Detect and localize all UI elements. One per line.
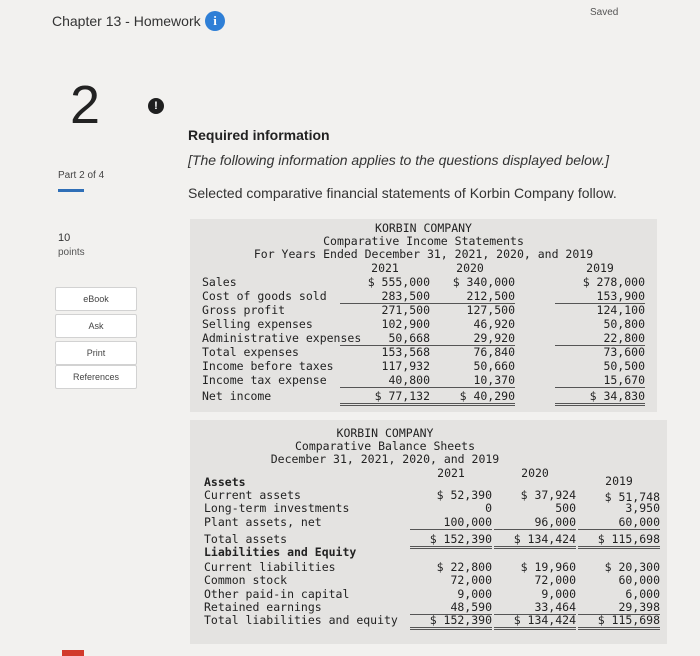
part-indicator: Part 2 of 4 [58, 170, 105, 181]
income-cell: $ 34,830 [555, 389, 645, 406]
income-year-header: 2021 [371, 261, 399, 275]
balance-cell: $ 152,390 [410, 613, 492, 630]
income-cell: 117,932 [381, 359, 430, 373]
balance-cell: $ 115,698 [578, 532, 660, 549]
save-status: Saved [590, 7, 619, 18]
income-row-label: Administrative expenses [202, 331, 362, 345]
balance-cell: $ 22,800 [436, 560, 492, 575]
balance-cell: 72,000 [450, 573, 492, 588]
income-cell: 212,500 [425, 289, 515, 304]
balance-sheet-table [190, 420, 667, 644]
income-period: For Years Ended December 31, 2021, 2020, and 2019 [253, 247, 594, 261]
income-cell: 40,800 [340, 373, 430, 388]
print-button[interactable]: Print [55, 341, 137, 365]
balance-period: December 31, 2021, 2020, and 2019 [270, 452, 500, 466]
balance-row-label: Retained earnings [204, 599, 322, 614]
income-row-label: Selling expenses [202, 317, 313, 331]
balance-row-label: Plant assets, net [204, 514, 322, 529]
income-cell: 76,840 [473, 345, 515, 359]
balance-cell: $ 115,698 [578, 613, 660, 630]
income-cell: 50,800 [603, 317, 645, 331]
balance-year-header: 2021 [437, 466, 465, 480]
income-cell: 50,500 [603, 359, 645, 373]
income-cell: 10,370 [425, 373, 515, 388]
balance-cell: $ 37,924 [520, 488, 576, 503]
points-label: points [58, 247, 85, 258]
balance-cell: 96,000 [494, 515, 576, 530]
income-cell: 50,660 [473, 359, 515, 373]
balance-row-label: Common stock [204, 573, 288, 588]
balance-year-header: 2020 [521, 466, 549, 480]
balance-cell: 0 [485, 501, 492, 516]
income-year-header: 2019 [586, 261, 614, 275]
income-company: KORBIN COMPANY [375, 221, 472, 235]
income-cell: $ 40,290 [425, 389, 515, 406]
question-number: 2 [70, 75, 101, 135]
income-cell: $ 340,000 [452, 275, 515, 289]
income-cell: 124,100 [596, 303, 645, 317]
assignment-title: Chapter 13 - Homework [52, 13, 201, 29]
balance-cell: $ 20,300 [604, 560, 660, 575]
balance-row-label: Total liabilities and equity [204, 613, 398, 627]
balance-cell: 72,000 [534, 573, 576, 588]
balance-cell: $ 152,390 [410, 532, 492, 549]
balance-cell: $ 52,390 [436, 488, 492, 503]
references-button[interactable]: References [55, 365, 137, 389]
income-cell: 22,800 [555, 331, 645, 346]
balance-row-label: Total assets [204, 531, 288, 546]
income-year-header: 2020 [456, 261, 484, 275]
balance-cell: $ 134,424 [494, 613, 576, 630]
intro-text: Selected comparative financial statements of Korbin Company follow. [188, 185, 617, 201]
ebook-button[interactable]: eBook [55, 287, 137, 311]
income-cell: 102,900 [381, 317, 430, 331]
income-title: Comparative Income Statements [323, 234, 524, 248]
balance-cell: 500 [555, 501, 576, 516]
income-cell: $ 77,132 [340, 389, 430, 406]
income-row-label: Total expenses [202, 345, 299, 359]
required-info-note: [The following information applies to the questions displayed below.] [188, 152, 610, 168]
income-cell: 127,500 [466, 303, 515, 317]
income-row-label: Sales [202, 275, 237, 289]
balance-cell: $ 51,748 [604, 490, 660, 505]
income-cell: 153,568 [381, 345, 430, 359]
info-icon[interactable]: i [205, 11, 225, 31]
income-cell: 153,900 [555, 289, 645, 304]
balance-cell: $ 19,960 [520, 560, 576, 575]
balance-row-label: Current assets [204, 488, 301, 503]
balance-row-label: Liabilities and Equity [204, 545, 357, 559]
points-value: 10 [58, 232, 71, 244]
balance-cell: 60,000 [578, 515, 660, 530]
income-cell: 50,668 [340, 331, 430, 346]
income-cell: 15,670 [555, 373, 645, 388]
balance-row-label: Current liabilities [204, 560, 336, 575]
balance-title: Comparative Balance Sheets [294, 439, 475, 453]
income-cell: 29,920 [425, 331, 515, 346]
income-cell: 73,600 [603, 345, 645, 359]
balance-cell: 29,398 [578, 600, 660, 615]
red-marker [62, 650, 84, 656]
income-cell: $ 278,000 [582, 275, 645, 289]
balance-cell: 3,950 [625, 501, 660, 516]
balance-cell: 6,000 [625, 586, 660, 601]
balance-company: KORBIN COMPANY [336, 426, 434, 440]
balance-row-label: Other paid-in capital [204, 586, 350, 601]
ask-button[interactable]: Ask [55, 314, 137, 338]
income-statement-table [190, 219, 657, 412]
balance-cell: 48,590 [410, 600, 492, 615]
income-row-label: Gross profit [202, 303, 286, 317]
income-cell: 271,500 [381, 303, 430, 317]
balance-cell: 100,000 [410, 515, 492, 530]
part-progress-bar [58, 189, 84, 192]
income-row-label: Income tax expense [202, 373, 327, 387]
balance-cell: 33,464 [494, 600, 576, 615]
income-cell: 283,500 [340, 289, 430, 304]
income-cell: 46,920 [473, 317, 515, 331]
balance-cell: 9,000 [457, 586, 492, 601]
balance-year-header: 2019 [605, 474, 633, 488]
income-row-label: Cost of goods sold [202, 289, 327, 303]
balance-cell: $ 134,424 [494, 532, 576, 549]
income-row-label: Income before taxes [202, 359, 334, 373]
balance-cell: 60,000 [618, 573, 660, 588]
income-row-label: Net income [202, 389, 272, 403]
balance-row-label: Assets [204, 475, 246, 489]
balance-cell: 9,000 [541, 586, 576, 601]
balance-row-label: Long-term investments [204, 501, 350, 516]
alert-icon: ! [148, 98, 164, 114]
income-cell: $ 555,000 [367, 275, 430, 289]
required-info-heading: Required information [188, 127, 330, 143]
